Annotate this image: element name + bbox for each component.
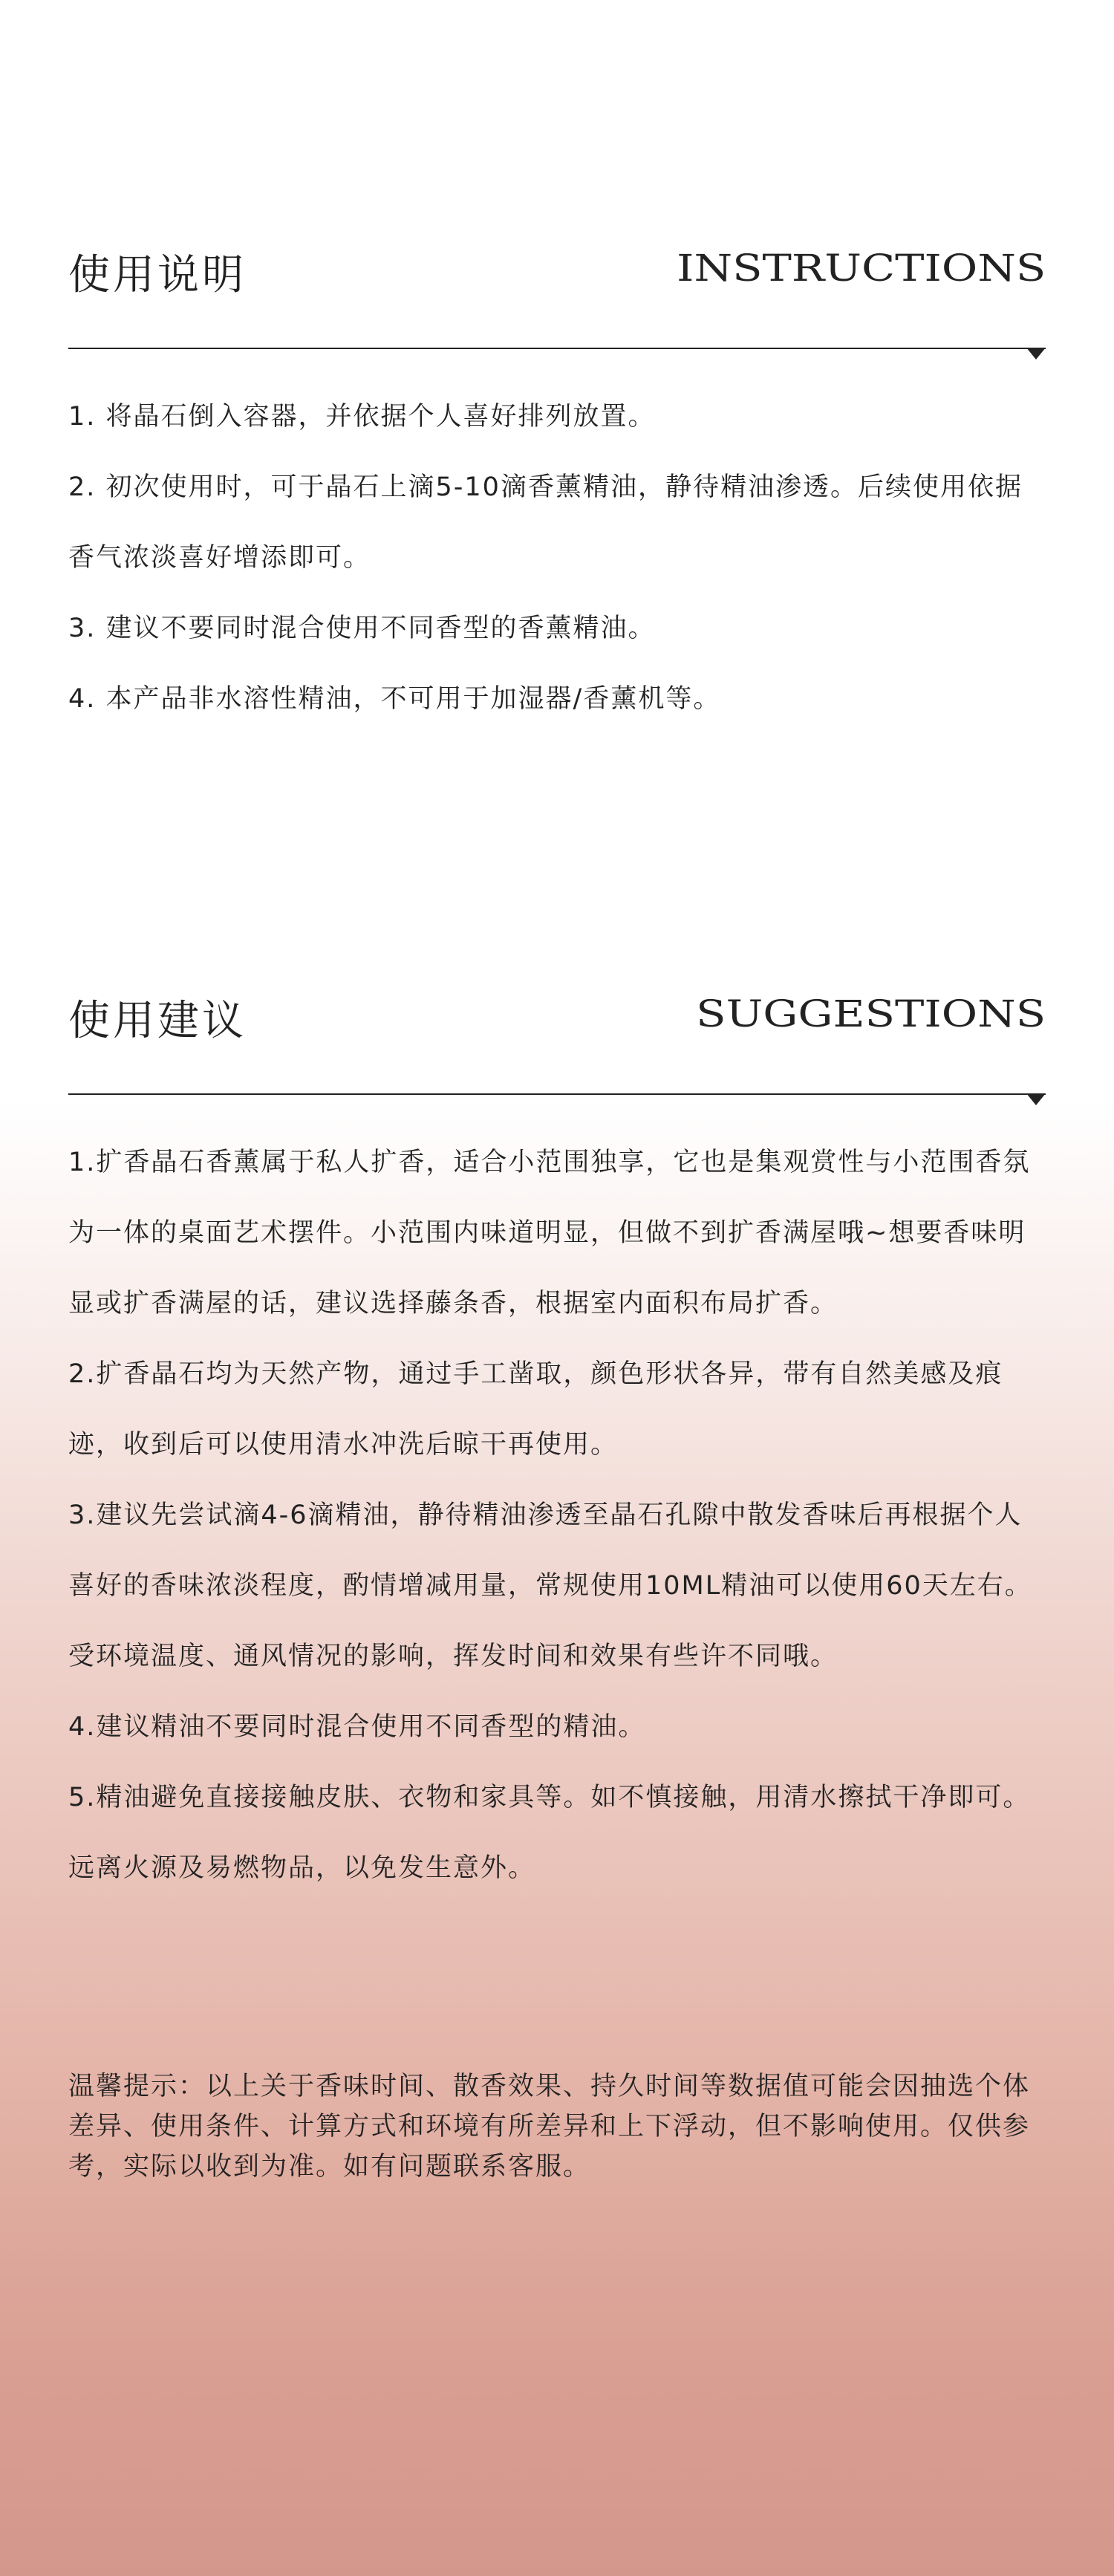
instruction-item: 2. 初次使用时，可于晶石上滴5-10滴香薰精油，静待精油渗透。后续使用依据香气浓淡喜好增添即可。 <box>68 472 1023 573</box>
notice-text: 温馨提示：以上关于香味时间、散香效果、持久时间等数据值可能会因抽选个体差异、使用条件、计算方式和环境有所差异和上下浮动，但不影响使用。仅供参考，实际以收到为准。如有问题联系客服。 <box>68 2072 1031 2182</box>
instructions-divider <box>68 348 1046 349</box>
instructions-header <box>68 242 1046 302</box>
instruction-item: 3. 建议不要同时混合使用不同香型的香薰精油。 <box>68 614 656 643</box>
suggestions-header <box>68 988 1046 1047</box>
suggestions-section <box>68 988 1046 1904</box>
suggestion-item: 2.扩香晶石均为天然产物，通过手工凿取，颜色形状各异，带有自然美感及痕迹，收到后可以使用清水冲洗后晾干再使用。 <box>68 1359 1003 1460</box>
suggestion-item: 4.建议精油不要同时混合使用不同香型的精油。 <box>68 1712 646 1742</box>
instructions-title-en: INSTRUCTIONS <box>676 247 1046 290</box>
triangle-down-icon <box>1026 348 1046 360</box>
suggestion-item: 5.精油避免直接接触皮肤、衣物和家具等。如不慎接触，用清水擦拭干净即可。远离火源及易燃物品，以免发生意外。 <box>68 1783 1031 1883</box>
suggestions-title-en: SUGGESTIONS <box>696 992 1046 1035</box>
suggestion-item: 1.扩香晶石香薰属于私人扩香，适合小范围独享，它也是集观赏性与小范围香氛为一体的桌面艺术摆件。小范围内味道明显，但做不到扩香满屋哦~想要香味明显或扩香满屋的话，建议选择藤条香，根据室内面积布局扩香。 <box>68 1148 1031 1318</box>
instructions-section <box>68 242 1046 735</box>
suggestion-item: 3.建议先尝试滴4-6滴精油，静待精油渗透至晶石孔隙中散发香味后再根据个人喜好的香味浓淡程度，酌情增减用量，常规使用10ML精油可以使用60天左右。受环境温度、通风情况的影响，挥发时间和效果有些许不同哦。 <box>68 1500 1032 1671</box>
instructions-title-cn: 使用说明 <box>68 251 247 299</box>
suggestions-title-cn: 使用建议 <box>68 997 247 1045</box>
instruction-item: 1. 将晶石倒入容器，并依据个人喜好排列放置。 <box>68 402 656 432</box>
suggestions-divider <box>68 1093 1046 1095</box>
instruction-item: 4. 本产品非水溶性精油，不可用于加湿器/香薰机等。 <box>68 684 721 714</box>
triangle-down-icon <box>1026 1093 1046 1105</box>
